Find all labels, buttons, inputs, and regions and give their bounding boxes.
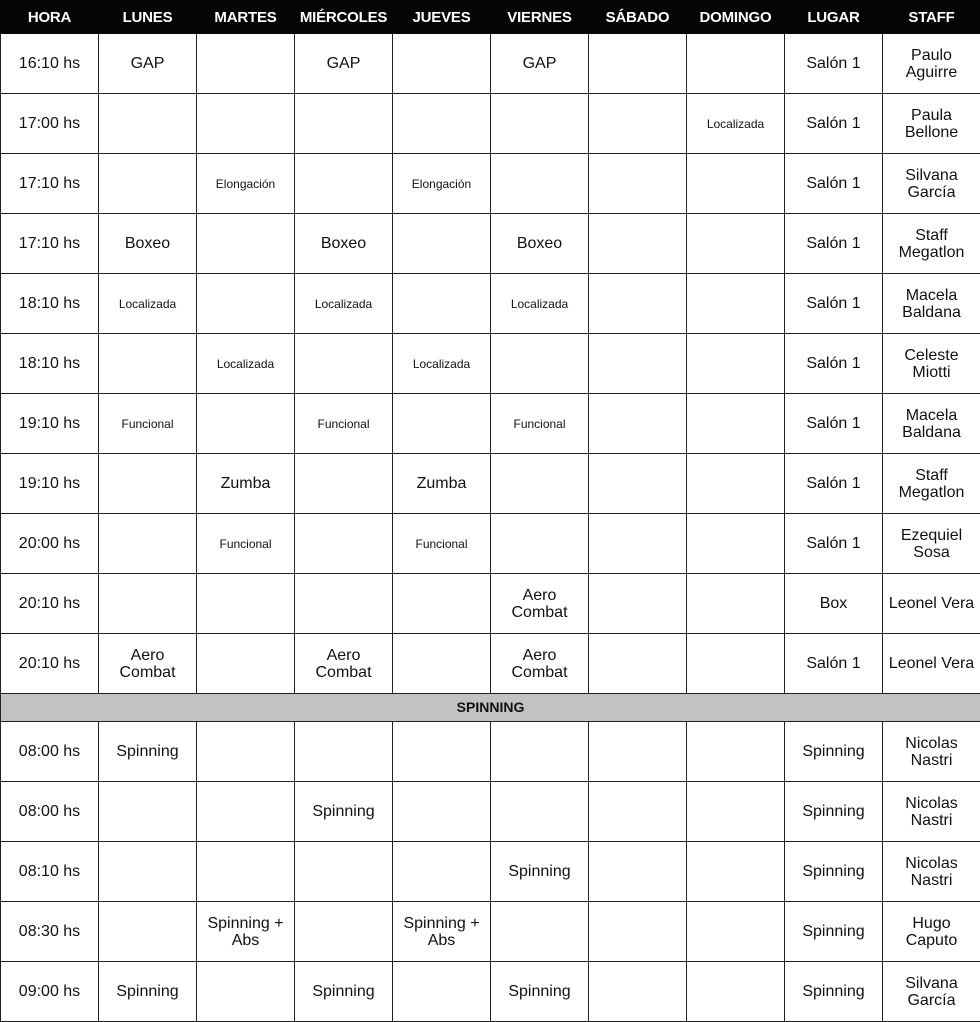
staff-cell: Ezequiel Sosa [883, 514, 980, 574]
staff-cell: Silvana García [883, 962, 980, 1022]
location-cell: Salón 1 [785, 214, 883, 274]
column-header: LUGAR [785, 1, 883, 34]
class-cell [99, 842, 197, 902]
class-cell [99, 154, 197, 214]
class-name: Spinning + Abs [207, 915, 283, 949]
class-cell [197, 574, 295, 634]
class-name: Boxeo [321, 235, 366, 252]
class-name: Spinning [508, 983, 570, 1000]
class-name: Funcional [219, 537, 271, 551]
class-name: Funcional [121, 417, 173, 431]
class-cell [491, 34, 589, 94]
class-cell [393, 394, 491, 454]
class-name: Boxeo [125, 235, 170, 252]
class-name: GAP [523, 55, 557, 72]
time-cell: 09:00 hs [1, 962, 99, 1022]
class-name: Funcional [513, 417, 565, 431]
class-name: Spinning + Abs [403, 915, 479, 949]
class-cell [393, 842, 491, 902]
class-cell [589, 94, 687, 154]
class-cell [687, 634, 785, 694]
location-cell: Salón 1 [785, 514, 883, 574]
class-cell [589, 782, 687, 842]
class-cell [295, 154, 393, 214]
class-cell [295, 214, 393, 274]
table-row [1, 394, 980, 454]
class-cell [589, 722, 687, 782]
time-cell: 19:10 hs [1, 394, 99, 454]
class-name: Localizada [511, 297, 568, 311]
class-cell [197, 394, 295, 454]
class-name: Spinning [312, 983, 374, 1000]
class-name: Zumba [221, 475, 271, 492]
class-name: Aero Combat [511, 647, 567, 681]
class-cell [589, 574, 687, 634]
table-row [1, 334, 980, 394]
class-name: Funcional [317, 417, 369, 431]
class-cell [589, 962, 687, 1022]
time-cell: 16:10 hs [1, 34, 99, 94]
class-cell [589, 214, 687, 274]
class-cell [393, 574, 491, 634]
table-row [1, 722, 980, 782]
time-cell: 20:00 hs [1, 514, 99, 574]
class-cell [99, 962, 197, 1022]
class-cell [687, 34, 785, 94]
class-cell [589, 514, 687, 574]
location-cell: Salón 1 [785, 334, 883, 394]
class-cell [99, 454, 197, 514]
location-cell: Salón 1 [785, 34, 883, 94]
class-name: GAP [327, 55, 361, 72]
class-cell [491, 634, 589, 694]
staff-cell: Nicolas Nastri [883, 782, 980, 842]
staff-cell: Paulo Aguirre [883, 34, 980, 94]
class-cell [393, 334, 491, 394]
class-cell [197, 634, 295, 694]
class-name: Funcional [415, 537, 467, 551]
class-cell [99, 394, 197, 454]
class-cell [687, 514, 785, 574]
class-cell [295, 902, 393, 962]
class-cell [491, 962, 589, 1022]
column-header: MARTES [197, 1, 295, 34]
class-cell [491, 154, 589, 214]
class-cell [589, 394, 687, 454]
time-cell: 08:00 hs [1, 722, 99, 782]
class-cell [197, 274, 295, 334]
class-cell [99, 902, 197, 962]
class-cell [295, 842, 393, 902]
class-name: Elongación [216, 177, 275, 191]
location-cell: Box [785, 574, 883, 634]
class-cell [687, 782, 785, 842]
class-name: Localizada [413, 357, 470, 371]
class-cell [589, 34, 687, 94]
time-cell: 18:10 hs [1, 334, 99, 394]
class-cell [491, 394, 589, 454]
staff-cell: Celeste Miotti [883, 334, 980, 394]
class-cell [491, 94, 589, 154]
table-row [1, 454, 980, 514]
header-row [1, 1, 980, 34]
time-cell: 08:00 hs [1, 782, 99, 842]
class-cell [295, 334, 393, 394]
class-cell [393, 514, 491, 574]
class-cell [491, 454, 589, 514]
class-cell [687, 574, 785, 634]
class-cell [197, 782, 295, 842]
class-cell [197, 214, 295, 274]
class-cell [589, 842, 687, 902]
column-header: JUEVES [393, 1, 491, 34]
location-cell: Salón 1 [785, 154, 883, 214]
table-row [1, 274, 980, 334]
class-cell [295, 454, 393, 514]
table-row [1, 514, 980, 574]
class-name: Spinning [116, 743, 178, 760]
class-cell [393, 722, 491, 782]
class-cell [295, 634, 393, 694]
column-header: HORA [1, 1, 99, 34]
time-cell: 08:10 hs [1, 842, 99, 902]
class-cell [393, 154, 491, 214]
class-cell [99, 574, 197, 634]
class-name: Spinning [116, 983, 178, 1000]
class-cell [393, 214, 491, 274]
table-row [1, 574, 980, 634]
class-name: Localizada [217, 357, 274, 371]
staff-cell: Silvana García [883, 154, 980, 214]
class-cell [99, 214, 197, 274]
column-header: LUNES [99, 1, 197, 34]
staff-cell: Macela Baldana [883, 394, 980, 454]
class-name: Aero Combat [315, 647, 371, 681]
table-row [1, 962, 980, 1022]
class-cell [295, 94, 393, 154]
class-cell [589, 334, 687, 394]
table-row [1, 842, 980, 902]
class-cell [197, 962, 295, 1022]
class-cell [197, 842, 295, 902]
class-cell [99, 722, 197, 782]
location-cell: Spinning [785, 722, 883, 782]
class-cell [393, 782, 491, 842]
class-cell [393, 634, 491, 694]
staff-cell: Nicolas Nastri [883, 722, 980, 782]
time-cell: 19:10 hs [1, 454, 99, 514]
class-cell [589, 274, 687, 334]
time-cell: 17:10 hs [1, 214, 99, 274]
class-cell [295, 962, 393, 1022]
table-row [1, 782, 980, 842]
location-cell: Salón 1 [785, 454, 883, 514]
time-cell: 17:10 hs [1, 154, 99, 214]
class-cell [99, 94, 197, 154]
class-cell [99, 514, 197, 574]
spinning-section [1, 694, 980, 722]
class-cell [687, 722, 785, 782]
class-name: Localizada [119, 297, 176, 311]
class-cell [491, 214, 589, 274]
table-row [1, 154, 980, 214]
class-cell [687, 274, 785, 334]
staff-cell: Staff Megatlon [883, 454, 980, 514]
class-cell [491, 514, 589, 574]
class-cell [491, 722, 589, 782]
class-cell [197, 514, 295, 574]
class-cell [295, 722, 393, 782]
table-row [1, 34, 980, 94]
class-cell [393, 454, 491, 514]
column-header: SÁBADO [589, 1, 687, 34]
time-cell: 20:10 hs [1, 574, 99, 634]
staff-cell: Macela Baldana [883, 274, 980, 334]
class-cell [295, 574, 393, 634]
class-cell [393, 34, 491, 94]
location-cell: Salón 1 [785, 94, 883, 154]
time-cell: 20:10 hs [1, 634, 99, 694]
class-cell [99, 634, 197, 694]
class-cell [687, 902, 785, 962]
class-cell [491, 902, 589, 962]
class-cell [687, 334, 785, 394]
table-row [1, 214, 980, 274]
class-cell [393, 274, 491, 334]
class-cell [295, 394, 393, 454]
class-name: GAP [131, 55, 165, 72]
class-cell [687, 394, 785, 454]
class-cell [99, 274, 197, 334]
classes-body [1, 34, 980, 694]
location-cell: Salón 1 [785, 634, 883, 694]
class-cell [589, 634, 687, 694]
location-cell: Salón 1 [785, 274, 883, 334]
class-cell [491, 334, 589, 394]
column-header: DOMINGO [687, 1, 785, 34]
location-cell: Spinning [785, 902, 883, 962]
location-cell: Spinning [785, 962, 883, 1022]
time-cell: 18:10 hs [1, 274, 99, 334]
class-cell [197, 902, 295, 962]
class-cell [589, 154, 687, 214]
staff-cell: Nicolas Nastri [883, 842, 980, 902]
section-header-row [1, 694, 980, 722]
class-name: Spinning [508, 863, 570, 880]
class-cell [491, 574, 589, 634]
table-row [1, 902, 980, 962]
time-cell: 17:00 hs [1, 94, 99, 154]
class-cell [295, 782, 393, 842]
class-name: Aero Combat [511, 587, 567, 621]
table-row [1, 634, 980, 694]
class-cell [687, 94, 785, 154]
class-cell [295, 514, 393, 574]
staff-cell: Leonel Vera [883, 574, 980, 634]
class-cell [393, 902, 491, 962]
staff-cell: Hugo Caputo [883, 902, 980, 962]
class-cell [393, 94, 491, 154]
table-row [1, 94, 980, 154]
staff-cell: Leonel Vera [883, 634, 980, 694]
class-name: Aero Combat [119, 647, 175, 681]
class-name: Spinning [312, 803, 374, 820]
class-cell [589, 902, 687, 962]
class-cell [197, 334, 295, 394]
class-name: Localizada [315, 297, 372, 311]
staff-cell: Paula Bellone [883, 94, 980, 154]
class-cell [99, 334, 197, 394]
class-name: Elongación [412, 177, 471, 191]
class-cell [491, 782, 589, 842]
table-header [1, 1, 980, 34]
class-cell [197, 454, 295, 514]
class-cell [491, 842, 589, 902]
class-cell [687, 454, 785, 514]
class-name: Boxeo [517, 235, 562, 252]
staff-cell: Staff Megatlon [883, 214, 980, 274]
class-cell [393, 962, 491, 1022]
class-cell [197, 154, 295, 214]
location-cell: Spinning [785, 782, 883, 842]
class-cell [687, 214, 785, 274]
column-header: VIERNES [491, 1, 589, 34]
class-cell [687, 154, 785, 214]
class-cell [589, 454, 687, 514]
location-cell: Spinning [785, 842, 883, 902]
class-cell [491, 274, 589, 334]
column-header: MIÉRCOLES [295, 1, 393, 34]
class-name: Localizada [707, 117, 764, 131]
class-cell [197, 722, 295, 782]
column-header: STAFF [883, 1, 980, 34]
class-cell [99, 34, 197, 94]
class-cell [197, 34, 295, 94]
class-cell [197, 94, 295, 154]
location-cell: Salón 1 [785, 394, 883, 454]
class-name: Zumba [417, 475, 467, 492]
section-title: SPINNING [1, 694, 980, 722]
class-cell [687, 962, 785, 1022]
time-cell: 08:30 hs [1, 902, 99, 962]
class-cell [295, 274, 393, 334]
class-cell [99, 782, 197, 842]
class-cell [687, 842, 785, 902]
class-cell [295, 34, 393, 94]
spinning-body [1, 722, 980, 1022]
